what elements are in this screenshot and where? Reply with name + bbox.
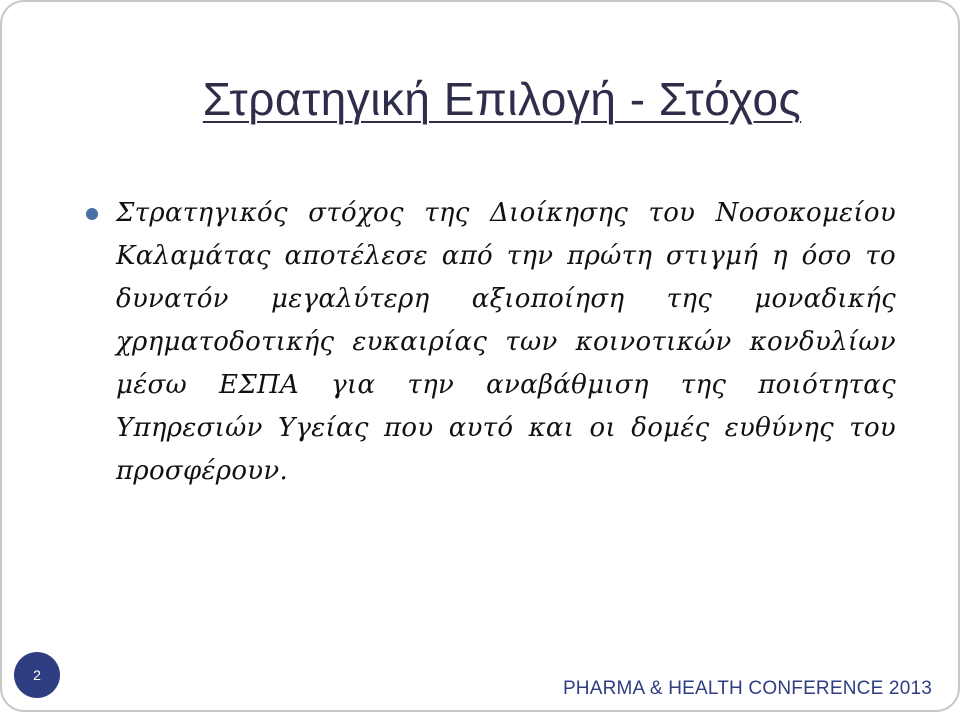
bullet-list (86, 192, 896, 493)
slide-title: Στρατηγική Επιλογή - Στόχος (202, 73, 802, 125)
page-number: 2 (33, 667, 41, 683)
bullet-item (86, 192, 896, 493)
bullet-dot-icon (86, 208, 98, 220)
bullet-text: Στρατηγικός στόχος της Διοίκησης του Νοσοκομείου Καλαμάτας αποτέλεσε από την πρώτη στιγμή η όσο το δυνατόν μεγαλύτερη αξιοποίηση της μοναδικής χρηματοδοτικής ευκαιρίας των κοινοτικών κονδυλίων μέσω ΕΣΠΑ για την αναβάθμιση της ποιότητας Υπηρεσιών Υγείας που αυτό και οι δομές ευθύνης του προσφέρουν. (116, 198, 896, 486)
footer-text: PHARMA & HEALTH CONFERENCE 2013 (562, 678, 932, 699)
